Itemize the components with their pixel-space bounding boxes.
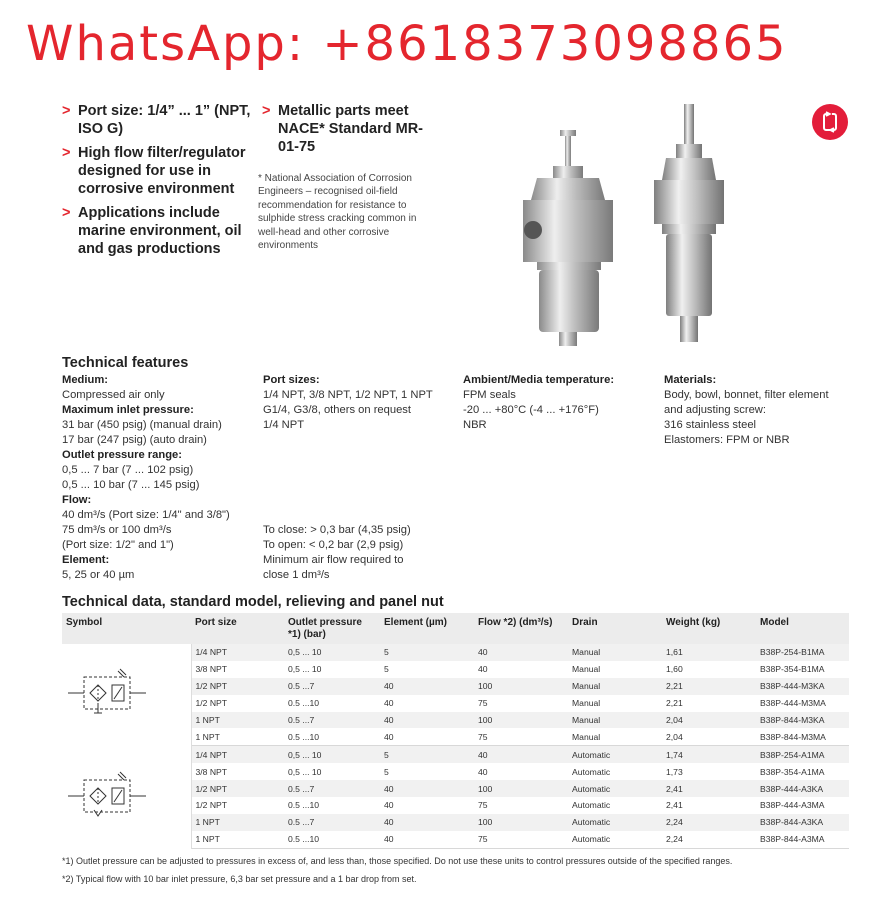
model-cell: B38P-444-A3KA <box>756 780 849 797</box>
port-size-cell: 1 NPT <box>191 814 284 831</box>
weight-cell: 1,74 <box>662 746 756 763</box>
weight-cell: 2,41 <box>662 797 756 814</box>
feature-value: 1/4 NPT <box>263 419 305 431</box>
element-cell: 40 <box>380 797 474 814</box>
bullet-text: Metallic parts meet NACE* Standard MR-01-75 <box>278 103 424 155</box>
flow-cell: 100 <box>474 814 568 831</box>
bullet-high-flow <box>62 144 262 198</box>
drain-cell: Manual <box>568 712 662 729</box>
port-size-cell: 1 NPT <box>191 831 284 848</box>
outlet-pressure-cell: 0.5 ...10 <box>284 695 380 712</box>
model-cell: B38P-254-A1MA <box>756 746 849 763</box>
model-cell: B38P-844-M3KA <box>756 712 849 729</box>
model-cell: B38P-844-A3KA <box>756 814 849 831</box>
flow-cell: 40 <box>474 644 568 661</box>
bullet-applications <box>62 204 262 258</box>
flow-cell: 75 <box>474 695 568 712</box>
model-cell: B38P-444-M3MA <box>756 695 849 712</box>
table-row <box>62 644 849 661</box>
flow-cell: 100 <box>474 678 568 695</box>
regulator-image-1 <box>515 122 621 354</box>
element-cell: 5 <box>380 763 474 780</box>
drain-cell: Automatic <box>568 814 662 831</box>
feature-value: 75 dm³/s or 100 dm³/s <box>62 524 172 536</box>
symbol-cell <box>62 746 191 848</box>
col-flow: Flow *2) (dm³/s) <box>474 613 568 644</box>
feature-value: 17 bar (247 psig) (auto drain) <box>62 434 207 446</box>
outlet-pressure-cell: 0.5 ...7 <box>284 678 380 695</box>
element-cell: 40 <box>380 780 474 797</box>
weight-cell: 2,24 <box>662 831 756 848</box>
outlet-pressure-cell: 0,5 ... 10 <box>284 661 380 678</box>
element-cell: 40 <box>380 728 474 745</box>
port-size-cell: 3/8 NPT <box>191 661 284 678</box>
feature-value: 0,5 ... 7 bar (7 ... 102 psig) <box>62 464 194 476</box>
flow-cell: 40 <box>474 661 568 678</box>
technical-data-title: Technical data, standard model, relieving and panel nut <box>62 594 444 610</box>
col-element: Element (µm) <box>380 613 474 644</box>
outlet-pressure-cell: 0.5 ...7 <box>284 814 380 831</box>
table-row <box>62 746 849 763</box>
chevron-right-icon: > <box>62 103 71 119</box>
element-cell: 5 <box>380 746 474 763</box>
flow-cell: 75 <box>474 728 568 745</box>
element-cell: 40 <box>380 831 474 848</box>
feature-value: (Port size: 1/2" and 1") <box>62 539 174 551</box>
feature-value: 5, 25 or 40 µm <box>62 569 135 581</box>
feature-value: To open: < 0,2 bar (2,9 psig) <box>263 539 404 551</box>
weight-cell: 2,04 <box>662 728 756 745</box>
drain-cell: Automatic <box>568 746 662 763</box>
flow-cell: 40 <box>474 746 568 763</box>
model-cell: B38P-444-M3KA <box>756 678 849 695</box>
chevron-right-icon: > <box>262 103 271 119</box>
flow-cell: 75 <box>474 831 568 848</box>
technical-features-title: Technical features <box>62 355 189 371</box>
feature-label: Flow: <box>62 494 92 506</box>
feature-value: 1/4 NPT, 3/8 NPT, 1/2 NPT, 1 NPT <box>263 389 433 401</box>
bullet-text: Applications include marine environment, oil and gas productions <box>78 205 242 257</box>
drain-cell: Automatic <box>568 763 662 780</box>
port-size-cell: 1/4 NPT <box>191 644 284 661</box>
features-column-3 <box>463 373 659 433</box>
feature-bullets <box>62 102 262 264</box>
technical-data-table <box>62 613 849 849</box>
port-size-cell: 1/2 NPT <box>191 797 284 814</box>
port-size-cell: 1/2 NPT <box>191 695 284 712</box>
feature-label: Port sizes: <box>263 374 320 386</box>
feature-value: close 1 dm³/s <box>263 569 330 581</box>
illegible-lines <box>263 433 459 523</box>
note-2: *2) Typical flow with 10 bar inlet pressure, 6,3 bar set pressure and a 1 bar drop from set. <box>62 874 417 884</box>
col-drain: Drain <box>568 613 662 644</box>
element-cell: 5 <box>380 661 474 678</box>
feature-value: Compressed air only <box>62 389 165 401</box>
port-size-cell: 1/4 NPT <box>191 746 284 763</box>
weight-cell: 1,61 <box>662 644 756 661</box>
filter-regulator-auto-drain-symbol-icon <box>62 766 152 826</box>
weight-cell: 2,04 <box>662 712 756 729</box>
features-column-1 <box>62 373 258 583</box>
model-cell: B38P-844-M3MA <box>756 728 849 745</box>
outlet-pressure-cell: 0,5 ... 10 <box>284 763 380 780</box>
model-cell: B38P-354-B1MA <box>756 661 849 678</box>
drain-cell: Manual <box>568 678 662 695</box>
feature-value: and adjusting screw: <box>664 404 766 416</box>
symbol-cell <box>62 644 191 746</box>
note-1: *1) Outlet pressure can be adjusted to pressures in excess of, and less than, those specified. Do not use these units to control pressures outside of the specified ranges. <box>62 856 733 866</box>
element-cell: 40 <box>380 814 474 831</box>
chevron-right-icon: > <box>62 145 71 161</box>
feature-label: Maximum inlet pressure: <box>62 404 194 416</box>
drain-cell: Automatic <box>568 797 662 814</box>
port-size-cell: 1/2 NPT <box>191 678 284 695</box>
element-cell: 40 <box>380 678 474 695</box>
feature-value: 40 dm³/s (Port size: 1/4" and 3/8") <box>62 509 230 521</box>
outlet-pressure-cell: 0.5 ...7 <box>284 780 380 797</box>
drain-cell: Manual <box>568 728 662 745</box>
feature-label: Materials: <box>664 374 717 386</box>
element-cell: 5 <box>380 644 474 661</box>
outlet-pressure-cell: 0,5 ... 10 <box>284 644 380 661</box>
bullet-text: Port size: 1/4” ... 1” (NPT, ISO G) <box>78 103 251 137</box>
col-outlet-pressure: Outlet pressure *1) (bar) <box>284 613 380 644</box>
model-cell: B38P-254-B1MA <box>756 644 849 661</box>
flow-cell: 75 <box>474 797 568 814</box>
weight-cell: 1,60 <box>662 661 756 678</box>
weight-cell: 1,73 <box>662 763 756 780</box>
drain-cell: Automatic <box>568 780 662 797</box>
flow-cell: 100 <box>474 780 568 797</box>
drain-cell: Manual <box>568 695 662 712</box>
col-port-size: Port size <box>191 613 284 644</box>
feature-value: Body, bowl, bonnet, filter element <box>664 389 829 401</box>
outlet-pressure-cell: 0.5 ...10 <box>284 831 380 848</box>
filter-regulator-manual-drain-symbol-icon <box>62 663 152 723</box>
feature-value: FPM seals <box>463 389 516 401</box>
feature-value: NBR <box>463 419 487 431</box>
weight-cell: 2,41 <box>662 780 756 797</box>
outlet-pressure-cell: 0,5 ... 10 <box>284 746 380 763</box>
model-cell: B38P-844-A3MA <box>756 831 849 848</box>
feature-label: Outlet pressure range: <box>62 449 182 461</box>
feature-label: Ambient/Media temperature: <box>463 374 615 386</box>
col-model: Model <box>756 613 849 644</box>
feature-value: G1/4, G3/8, others on request <box>263 404 412 416</box>
drain-cell: Manual <box>568 661 662 678</box>
feature-value: -20 ... +80°C (-4 ... +176°F) <box>463 404 599 416</box>
weight-cell: 2,24 <box>662 814 756 831</box>
bullet-port-size <box>62 102 262 138</box>
regulator-image-2 <box>652 100 726 348</box>
element-cell: 40 <box>380 695 474 712</box>
nace-bullet <box>262 102 432 162</box>
whatsapp-watermark: WhatsApp: +8618373098865 <box>26 16 788 72</box>
flow-cell: 40 <box>474 763 568 780</box>
feature-value: 0,5 ... 10 bar (7 ... 145 psig) <box>62 479 200 491</box>
flow-cell: 100 <box>474 712 568 729</box>
port-size-cell: 1/2 NPT <box>191 780 284 797</box>
col-symbol: Symbol <box>62 613 191 644</box>
feature-value: 31 bar (450 psig) (manual drain) <box>62 419 222 431</box>
feature-value: Minimum air flow required to <box>263 554 404 566</box>
bullet-text: High flow filter/regulator designed for use in corrosive environment <box>78 145 246 197</box>
element-cell: 40 <box>380 712 474 729</box>
weight-cell: 2,21 <box>662 695 756 712</box>
feature-value: To close: > 0,3 bar (4,35 psig) <box>263 524 411 536</box>
feature-value: 316 stainless steel <box>664 419 757 431</box>
feature-label: Medium: <box>62 374 108 386</box>
features-column-2 <box>263 373 459 583</box>
outlet-pressure-cell: 0.5 ...10 <box>284 797 380 814</box>
outlet-pressure-cell: 0.5 ...10 <box>284 728 380 745</box>
port-size-cell: 1 NPT <box>191 728 284 745</box>
port-size-cell: 1 NPT <box>191 712 284 729</box>
table-header-row <box>62 613 849 644</box>
col-weight: Weight (kg) <box>662 613 756 644</box>
feature-label: Element: <box>62 554 110 566</box>
features-column-4 <box>664 373 864 448</box>
weight-cell: 2,21 <box>662 678 756 695</box>
model-cell: B38P-354-A1MA <box>756 763 849 780</box>
chevron-right-icon: > <box>62 205 71 221</box>
rotate-arrows-icon <box>812 104 848 140</box>
table-notes <box>62 852 862 888</box>
nace-footnote: * National Association of Corrosion Engineers – recognised oil-field recommendation for resistance to sulphide stress cracking common in well-head and other corrosive environments <box>258 173 417 252</box>
drain-cell: Manual <box>568 644 662 661</box>
bullet-nace <box>262 102 432 156</box>
feature-value: Elastomers: FPM or NBR <box>664 434 790 446</box>
drain-cell: Automatic <box>568 831 662 848</box>
outlet-pressure-cell: 0.5 ...7 <box>284 712 380 729</box>
model-cell: B38P-444-A3MA <box>756 797 849 814</box>
port-size-cell: 3/8 NPT <box>191 763 284 780</box>
